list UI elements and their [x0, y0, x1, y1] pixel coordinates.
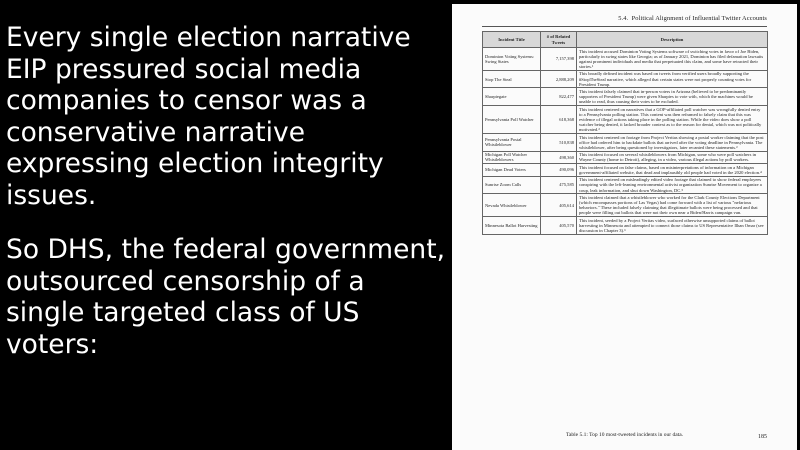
incident-title: Nevada Whistleblower — [483, 194, 541, 217]
table-row — [483, 164, 768, 177]
incident-title: Stop The Steal — [483, 70, 541, 88]
slide-paragraph-1: Every single election narrative EIP pressured social media companies to censor was a conservative narrative expressing election integrity issues. — [6, 22, 411, 211]
incident-description: This incident claimed that a whistleblower who worked for the Clark County Elections Department (which encompasses portions of Las Vegas) had come forward with a list of various "nefarious behaviors." These included falsely claiming that illegitimate ballots were being processed and that people were filling out ballots that were not their own near a Biden/Harris campaign van. — [577, 194, 768, 217]
incident-title: Pennsylvania Postal Whistleblower — [483, 133, 541, 151]
incident-description: This incident focused on several whistleblowers from Michigan, some who were poll watchers in Wayne County (home to Detroit), alleging, in a video, various illegal actions by poll workers. — [577, 151, 768, 164]
page-header: 5.4. Political Alignment of Influential Twitter Accounts — [618, 15, 767, 22]
incident-title: Michigan Poll Watcher Whistleblowers — [483, 151, 541, 164]
column-header-description: Description — [577, 32, 768, 48]
table-row — [483, 48, 768, 71]
table-caption: Table 5.1: Top 10 most-tweeted incidents in our data. — [565, 432, 684, 438]
table-row — [483, 106, 768, 134]
table-row — [483, 88, 768, 106]
tweet-count: 822,477 — [541, 88, 577, 106]
slide-paragraph-2: So DHS, the federal government, outsourced censorship of a single targeted class of US voters: — [6, 234, 446, 360]
tweet-count: 405,570 — [541, 217, 577, 235]
tweet-count: 475,585 — [541, 176, 577, 194]
table-row — [483, 70, 768, 88]
incident-description: This incident falsely claimed that in-person voters in Arizona (believed to be predominantly supporters of President Trump) were given Sharpies to vote with, which the machines would be unable to read, thus causing their votes to be excluded. — [577, 88, 768, 106]
table-row — [483, 151, 768, 164]
tweet-count: 498,360 — [541, 151, 577, 164]
incident-description: This incident centered on footage from Project Veritas showing a postal worker claiming that the post office had ordered him to backdate ballots that arrived after the voting deadline in Pennsylvania. The whistleblower, after being questioned by investigators, later recanted these statements.³ — [577, 133, 768, 151]
incident-description: This incident centered on misleadingly edited video footage that claimed to show federal employees conspiring with the left-leaning environmental activist organization Sunrise Movement to organize a coup, leak information, and shut down Washington, DC.⁵ — [577, 176, 768, 194]
table-row — [483, 217, 768, 235]
incident-description: This incident, seeded by a Project Veritas video, surfaced otherwise unsupported claims of ballot harvesting in Minnesota and attempted to connect those claims to US Representative Ilhan Omar (see discussion in Chapter 3).⁶ — [577, 217, 768, 235]
incident-title: Michigan Dead Voters — [483, 164, 541, 177]
document-page — [452, 4, 797, 450]
tweet-count: 618,368 — [541, 106, 577, 134]
incident-title: Dominion Voting Systems: Swing States — [483, 48, 541, 71]
table-header-row — [483, 32, 768, 48]
page-number: 185 — [758, 434, 767, 440]
tweet-count: 510,838 — [541, 133, 577, 151]
incident-description: This incident centered on narratives that a GOP-affiliated poll watcher was wrongfully denied entry to a Pennsylvania polling station. This content was then reframed to falsely claim that this was evidence of illegal actions taking place in the polling station. While the video does show a poll watcher being denied, it lacked broader context as to the reason for denial, which was not politically motivated.² — [577, 106, 768, 134]
incident-description: This incident focused on false claims, based on misinterpretations of information on a Michigan government-affiliated website, that dead and implausibly old people had voted in the 2020 election.⁴ — [577, 164, 768, 177]
incident-title: Pennsylvania Poll Watcher — [483, 106, 541, 134]
tweet-count: 7,157,398 — [541, 48, 577, 71]
header-rule — [482, 26, 767, 27]
slide-text — [6, 22, 446, 383]
column-header-title: Incident Title — [483, 32, 541, 48]
incident-description: This broadly defined incident was based on tweets from verified users broadly supporting the #StopTheSteal narrative, which alleged that certain states were not properly counting votes for President Trump. — [577, 70, 768, 88]
incident-description: This incident accused Dominion Voting Systems software of switching votes in favor of Joe Biden, particularly in swing states like Georgia; as of January 2021, Dominion has filed defamation lawsuits against prominent individuals and media that perpetuated this claim, and some have retracted their stories.¹ — [577, 48, 768, 71]
tweet-count: 490,096 — [541, 164, 577, 177]
table-row — [483, 176, 768, 194]
table-row — [483, 194, 768, 217]
tweet-count: 2,888,209 — [541, 70, 577, 88]
column-header-tweets: # of Related Tweets — [541, 32, 577, 48]
incident-title: Sharpiegate — [483, 88, 541, 106]
tweet-count: 405,614 — [541, 194, 577, 217]
incident-title: Sunrise Zoom Calls — [483, 176, 541, 194]
table-row — [483, 133, 768, 151]
incident-title: Minnesota Ballot Harvesting — [483, 217, 541, 235]
incidents-table — [482, 31, 768, 235]
